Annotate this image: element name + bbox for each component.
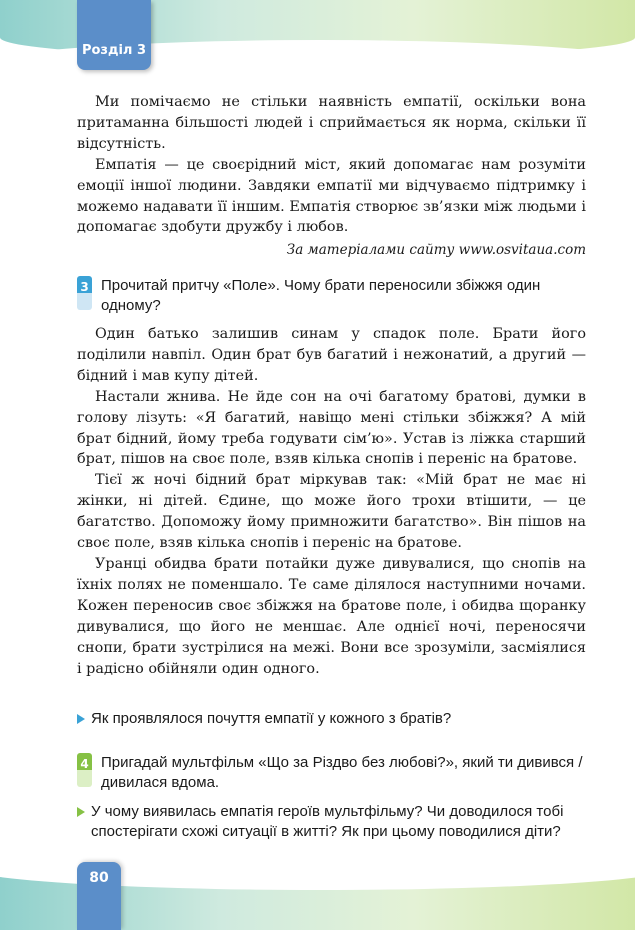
bullet-triangle-icon xyxy=(77,714,85,724)
task-number-badge: 3 xyxy=(77,276,92,310)
bullet-triangle-icon xyxy=(77,807,85,817)
parable-paragraph: Уранці обидва брати потайки дуже дивувалися, що снопів на їхніх полях не поменшало. Те саме ділялося наступними ночами. Кожен переносив своє збіжжя на братове поле, і обидва щоранку дивувалися, що його не меншає. Але однієї ночі, переносячи снопи, брати зустрілися на межі. Вони все зрозуміли, засміялися і радісно обійняли один одного. xyxy=(77,555,586,677)
task-4-text: Пригадай мультфільм «Що за Різдво без любові?», який ти дивився / дивилася вдома. xyxy=(101,754,583,791)
intro-paragraph: Емпатія — це своєрідний міст, який допомагає нам розуміти емоції іншої людини. Завдяки емпатії ми відчуваємо підтримку і можемо надавати її іншим. Емпатія створює зв’язки між людьми і допомагає здобути дружбу і любов. xyxy=(77,156,586,236)
section-tab xyxy=(77,0,151,70)
question-3: Як проявлялося почуття емпатії у кожного з братів? xyxy=(77,709,586,729)
question-4: У чому виявилась емпатія героїв мультфільму? Чи доводилося тобі спостерігати схожі ситуації в житті? Як при цьому поводилися діти? xyxy=(77,802,586,842)
page-number: 80 xyxy=(89,870,109,886)
task-number-badge: 4 xyxy=(77,753,92,787)
intro-text xyxy=(77,92,586,238)
parable-paragraph: Тієї ж ночі бідний брат міркував так: «Мій брат не має ні жінки, ні дітей. Єдине, що може його трохи втішити, — це багатство. Допоможу йому примножити багатство». Він пішов на своє поле, взяв кілька снопів і переніс на братове. xyxy=(77,472,586,552)
parable-paragraph: Настали жнива. Не йде сон на очі багатому братові, думки в голову лізуть: «Я багатий, навіщо мені стільки збіжжя? А мій брат бідний, йому треба годувати сім’ю». Устав із ліжка старший брат, пішов на своє поле, взяв кілька снопів і переніс на братове. xyxy=(77,388,586,468)
intro-paragraph: Ми помічаємо не стільки наявність емпатії, оскільки вона притаманна більшості людей і сприймається як норма, скільки її відсутність. xyxy=(77,94,586,152)
parable-paragraph: Один батько залишив синам у спадок поле. Брати його поділили навпіл. Один брат був багатий і нежонатий, а другий — бідний і мав купу дітей. xyxy=(77,326,586,384)
task-4 xyxy=(77,753,586,793)
section-label: Розділ 3 xyxy=(81,43,147,58)
parable-text xyxy=(77,324,586,679)
task-3-text: Прочитай притчу «Поле». Чому брати переносили збіжжя один одному? xyxy=(101,277,541,314)
source-citation: За матеріалами сайту www.osvitaua.com xyxy=(286,242,586,258)
task-3 xyxy=(77,276,586,316)
page-number-tab xyxy=(77,862,121,930)
